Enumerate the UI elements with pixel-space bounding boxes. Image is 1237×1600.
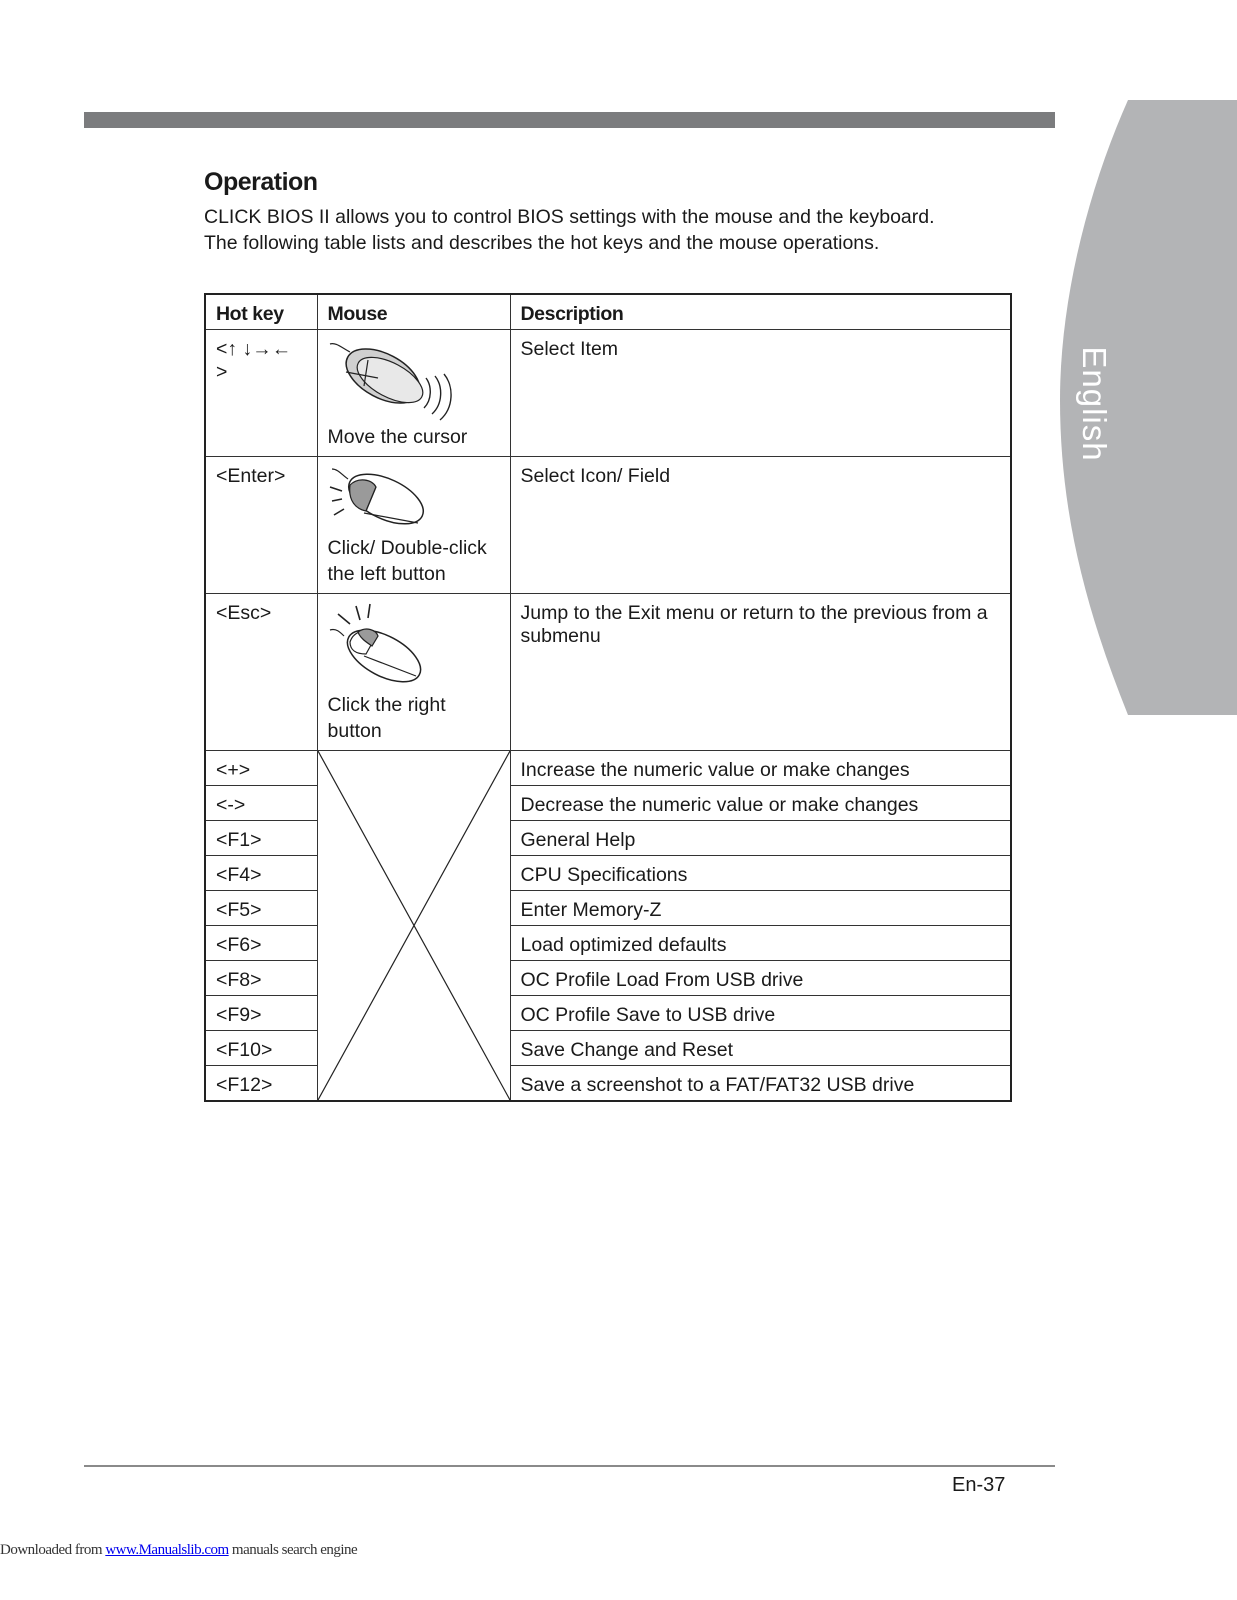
mouse-left-click-icon xyxy=(328,465,438,531)
download-footer xyxy=(0,1542,357,1559)
hotkey-cell: <↑ ↓→← > xyxy=(205,330,317,457)
hotkey-cell: <F4> xyxy=(205,856,317,891)
mouse-caption: Move the cursor xyxy=(327,426,468,448)
description-cell: Save a screenshot to a FAT/FAT32 USB drive xyxy=(510,1066,1011,1102)
intro-line-2: The following table lists and describes the hot keys and the mouse operations. xyxy=(204,232,880,254)
header-hotkey: Hot key xyxy=(205,294,317,330)
hotkey-cell: <Esc> xyxy=(205,594,317,751)
header-mouse: Mouse xyxy=(317,294,510,330)
hotkey-cell: <Enter> xyxy=(205,457,317,594)
description-cell: OC Profile Load From USB drive xyxy=(510,961,1011,996)
language-label: English xyxy=(1076,346,1113,462)
mouse-caption: Click/ Double-click the left button xyxy=(327,537,487,585)
description-cell: Increase the numeric value or make changes xyxy=(510,751,1011,786)
description-cell: Save Change and Reset xyxy=(510,1031,1011,1066)
description-cell: Enter Memory-Z xyxy=(510,891,1011,926)
header-description: Description xyxy=(510,294,1011,330)
intro-line-1: CLICK BIOS II allows you to control BIOS settings with the mouse and the keyboard. xyxy=(204,206,935,228)
hotkey-cell: <F9> xyxy=(205,996,317,1031)
page-number: En-37 xyxy=(952,1474,1006,1496)
description-cell: Decrease the numeric value or make changes xyxy=(510,786,1011,821)
footer-suffix: manuals search engine xyxy=(228,1542,358,1558)
description-cell: Select Item xyxy=(510,330,1011,457)
table-row xyxy=(205,594,1011,751)
mouse-move-icon xyxy=(328,338,478,424)
section-title: Operation xyxy=(204,168,318,196)
table-row xyxy=(205,457,1011,594)
description-cell: Select Icon/ Field xyxy=(510,457,1011,594)
hotkey-cell: <F12> xyxy=(205,1066,317,1102)
hotkey-table xyxy=(204,293,1012,1102)
table-row xyxy=(205,751,1011,786)
hotkey-cell: <F10> xyxy=(205,1031,317,1066)
description-cell: OC Profile Save to USB drive xyxy=(510,996,1011,1031)
mouse-right-click-icon xyxy=(328,602,438,688)
header-bar xyxy=(84,112,1055,128)
no-mouse-action-cell xyxy=(317,751,510,1102)
mouse-cell xyxy=(317,330,510,457)
description-cell: Jump to the Exit menu or return to the previous from a submenu xyxy=(510,594,1011,751)
cross-out-mark xyxy=(318,751,510,1100)
mouse-cell xyxy=(317,457,510,594)
hotkey-cell: <-> xyxy=(205,786,317,821)
description-cell: Load optimized defaults xyxy=(510,926,1011,961)
manualslib-link[interactable]: www.Manualslib.com xyxy=(105,1542,229,1558)
table-header-row xyxy=(205,294,1011,330)
description-cell: CPU Specifications xyxy=(510,856,1011,891)
hotkey-cell: <F6> xyxy=(205,926,317,961)
mouse-cell xyxy=(317,594,510,751)
intro-text xyxy=(204,204,1024,256)
description-cell: General Help xyxy=(510,821,1011,856)
hotkey-cell: <F5> xyxy=(205,891,317,926)
table-row xyxy=(205,330,1011,457)
footer-rule xyxy=(84,1465,1055,1467)
hotkey-cell: <F8> xyxy=(205,961,317,996)
footer-prefix: Downloaded from xyxy=(0,1542,106,1558)
hotkey-cell: <F1> xyxy=(205,821,317,856)
mouse-caption: Click the right button xyxy=(327,694,446,742)
hotkey-cell: <+> xyxy=(205,751,317,786)
